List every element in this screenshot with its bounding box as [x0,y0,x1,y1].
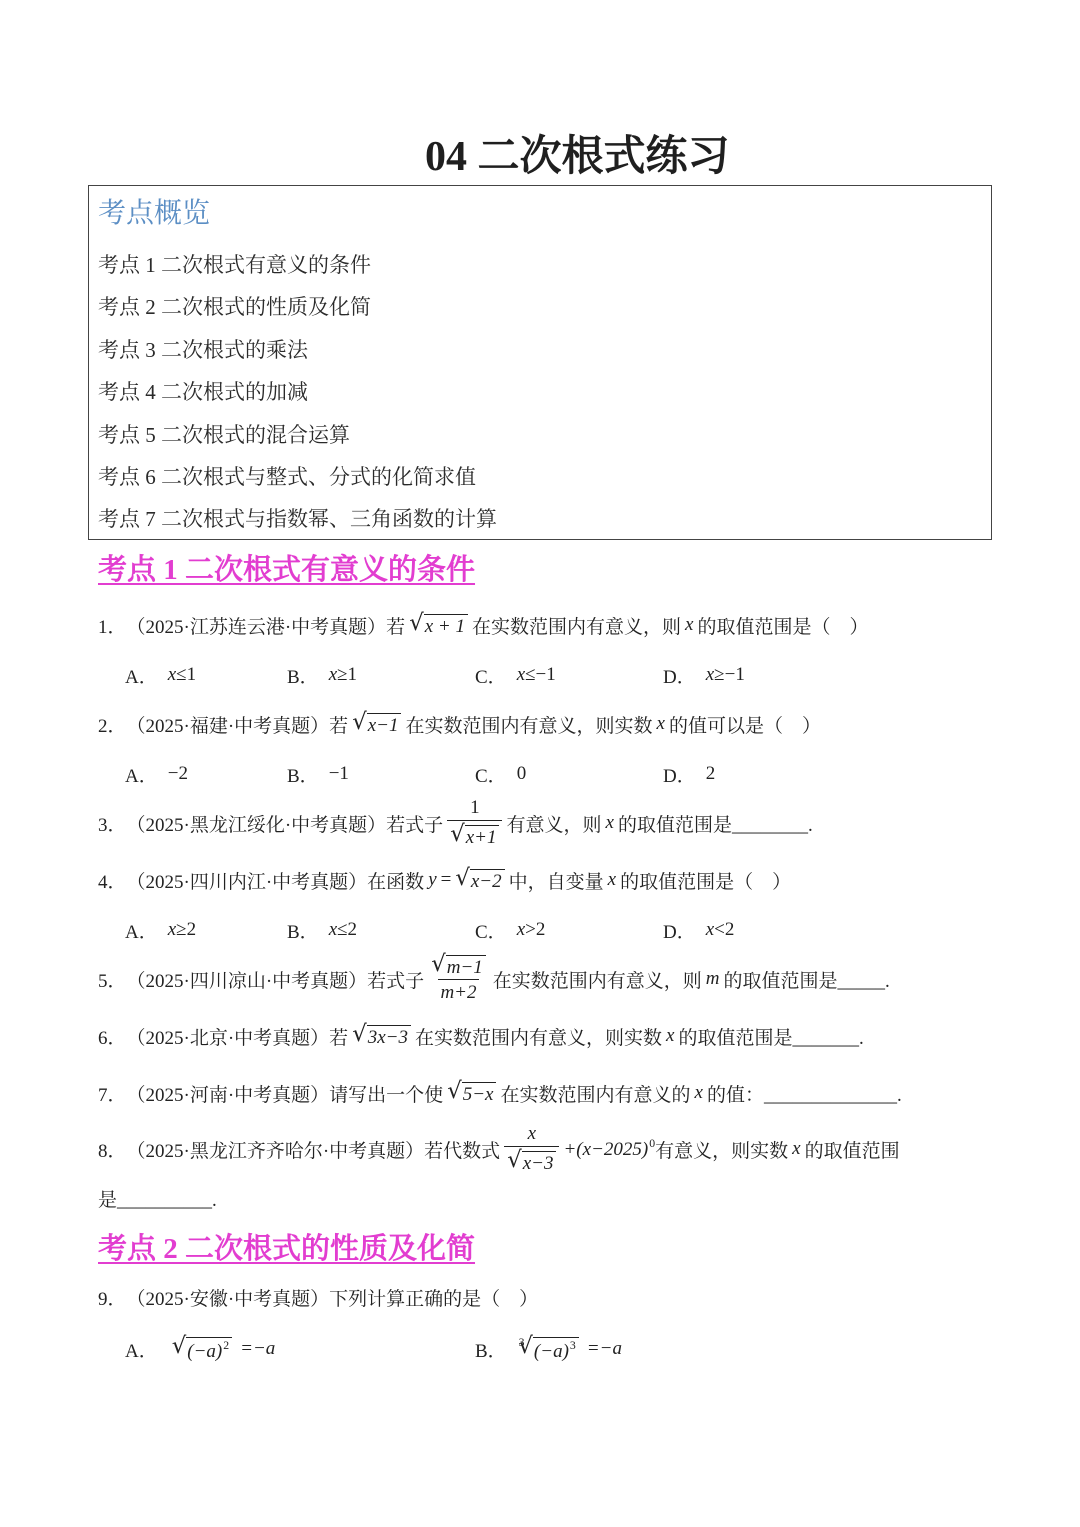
question-number: 4． [98,871,127,893]
question-1-options [0,650,1080,700]
radical-sign [431,953,446,977]
question-text: 的取值范围 [804,1140,900,1162]
question-text: 中，自变量 [508,871,604,893]
question-source: （2025·安徽·中考真题） [126,1288,330,1310]
fraction [447,797,502,849]
question-number: 1． [98,616,127,638]
question-text: 是__________. [98,1189,217,1211]
overview-item-2: 考点 2 二次根式的性质及化简 [98,295,371,319]
option-a [125,905,196,955]
question-text: 若代数式 [424,1140,501,1162]
overview-item-7: 考点 7 二次根式与指数幂、三角函数的计算 [98,507,497,531]
option-value: =−a [586,1338,622,1359]
radicand: 3x−3 [367,1025,411,1049]
option-label: D． [663,666,696,688]
option-d [663,749,715,799]
option-b [287,905,357,955]
option-a [125,1324,275,1374]
question-text: 若式子 [386,814,444,836]
question-7 [98,1068,902,1118]
question-text: 在实数范围内有意义，则实数 [405,715,653,737]
option-label: B． [287,765,319,787]
question-source: （2025·四川凉山·中考真题） [126,970,368,992]
variable: x [607,869,617,890]
power-expression [563,1137,655,1161]
option-c [475,749,526,799]
page-title: 04 二次根式练习 [425,134,730,180]
question-text: 的取值范围是（ ） [620,871,792,893]
question-3 [98,798,813,848]
question-1 [98,600,868,650]
option-b [475,1324,622,1374]
section-1-heading: 考点 1 二次根式有意义的条件 [98,554,476,586]
question-text: 若 [386,616,406,638]
question-text: 在实数范围内有意义的 [500,1084,691,1106]
option-variable: x [167,664,177,685]
option-label: B． [287,921,319,943]
function-variable: y [428,869,437,890]
option-value: ≤−1 [525,664,556,685]
question-text: 请写出一个使 [329,1084,444,1106]
question-text: 的值可以是（ ） [668,715,821,737]
overview-box [88,185,992,540]
option-label: D． [663,921,696,943]
question-number: 3． [98,814,127,836]
option-a [125,650,196,700]
option-c [475,650,556,700]
variable: x [605,812,614,833]
question-text: 下列计算正确的是（ ） [329,1288,539,1310]
option-value: ≤2 [337,919,358,940]
question-source: （2025·四川内江·中考真题） [126,871,368,893]
option-variable: x [328,664,338,685]
question-number: 9． [98,1288,127,1310]
option-label: D． [663,765,696,787]
option-label: C． [475,921,507,943]
question-text: 的取值范围是_____. [723,970,890,992]
square-root [172,1335,232,1363]
option-variable: x [167,919,177,940]
option-label: A． [125,1340,158,1362]
option-value: <2 [714,919,735,940]
option-value: 2 [705,763,716,784]
radicand: x−1 [367,713,402,737]
question-number: 8． [98,1140,127,1162]
option-a [125,749,188,799]
square-root [431,953,486,979]
variable: x [792,1138,801,1159]
question-source: （2025·福建·中考真题） [126,715,330,737]
option-variable: x [516,919,526,940]
question-text: 有意义，则实数 [655,1140,789,1162]
question-number: 2． [98,715,127,737]
question-number: 6． [98,1027,127,1049]
variable: x [666,1025,675,1046]
option-value: −1 [328,763,349,784]
denominator: m+2 [438,979,478,1005]
question-text: 若 [329,1027,349,1049]
power-base: +(x−2025) [563,1139,649,1161]
cube-root [519,1335,583,1363]
question-4 [98,855,791,905]
question-source: （2025·黑龙江绥化·中考真题） [126,814,387,836]
equals-sign: = [440,869,452,890]
radical-sign [450,823,465,847]
option-label: B． [475,1340,507,1362]
radical-sign [507,1149,522,1173]
option-variable: x [328,919,338,940]
question-text: 有意义，则 [506,814,602,836]
radicand: x+1 [465,825,500,849]
option-label: C． [475,765,507,787]
radicand: x + 1 [424,614,468,638]
radicand: 5−x [462,1082,497,1106]
numerator [428,953,489,979]
radicand: m−1 [446,955,486,979]
radical-sign [352,711,367,735]
question-number: 5． [98,970,127,992]
question-text: 的取值范围是________. [617,814,813,836]
exponent: 2 [223,1338,230,1352]
option-variable: x [516,664,526,685]
variable: x [685,614,694,635]
option-label: A． [125,921,158,943]
square-root [352,1023,411,1049]
question-4-options [0,905,1080,955]
radical [518,1335,578,1363]
option-value: =−a [240,1338,276,1359]
variable: x [656,713,665,734]
radicand-base: (−a) [187,1341,223,1363]
question-6 [98,1011,864,1061]
question-source: （2025·北京·中考真题） [126,1027,330,1049]
question-source: （2025·江苏连云港·中考真题） [126,616,387,638]
overview-item-6: 考点 6 二次根式与整式、分式的化简求值 [98,465,476,489]
option-label: A． [125,666,158,688]
radicand: x−2 [470,869,505,893]
root-index: 3 [518,1336,525,1349]
numerator: 1 [470,797,480,819]
question-text: 在实数范围内有意义，则实数 [414,1027,662,1049]
option-value: −2 [167,763,188,784]
option-label: B． [287,666,319,688]
variable: x [694,1082,703,1103]
question-text: 在实数范围内有意义，则 [492,970,702,992]
question-8-continued [98,1173,217,1223]
option-d [663,905,734,955]
question-text: 若 [329,715,349,737]
section-2-heading: 考点 2 二次根式的性质及化简 [98,1233,476,1265]
question-source: （2025·黑龙江齐齐哈尔·中考真题） [126,1140,425,1162]
option-label: C． [475,666,507,688]
radical-sign [447,1080,462,1104]
square-root [507,1149,556,1175]
question-5 [98,954,890,1004]
question-8 [98,1124,900,1174]
question-text: 在函数 [367,871,425,893]
radicand [533,1337,579,1363]
exponent: 3 [569,1338,576,1352]
square-root [447,1080,496,1106]
radical-sign [409,612,424,636]
option-value: ≤1 [176,664,197,685]
variable: m [705,968,720,989]
option-value: >2 [525,919,546,940]
overview-item-4: 考点 4 二次根式的加减 [98,380,308,404]
overview-item-5: 考点 5 二次根式的混合运算 [98,423,350,447]
overview-heading: 考点概览 [98,198,211,229]
question-number: 7． [98,1084,127,1106]
option-b [287,749,349,799]
question-text: 的取值范围是（ ） [697,616,869,638]
question-9 [98,1272,538,1322]
question-text: 的取值范围是_______. [678,1027,864,1049]
overview-item-3: 考点 3 二次根式的乘法 [98,338,308,362]
option-variable: x [705,919,715,940]
question-9-options [0,1324,1080,1374]
radicand [186,1337,232,1363]
option-label: A． [125,765,158,787]
option-value: 0 [516,763,527,784]
square-root [455,867,504,893]
denominator [447,820,502,849]
fraction [504,1123,559,1175]
square-root [352,711,401,737]
question-text: 在实数范围内有意义，则 [471,616,681,638]
radicand-base: (−a) [533,1341,569,1363]
option-value: ≥1 [337,664,358,685]
question-2-options [0,749,1080,799]
exponent: 0 [649,1136,656,1150]
radical-sign [172,1335,187,1359]
fraction [428,953,489,1005]
square-root [409,612,468,638]
question-2 [98,699,821,749]
overview-item-1: 考点 1 二次根式有意义的条件 [98,253,371,277]
option-variable: x [705,664,715,685]
denominator [504,1146,559,1175]
option-d [663,650,745,700]
radical-sign [352,1023,367,1047]
option-value: ≥−1 [714,664,745,685]
question-text: 若式子 [367,970,425,992]
question-source: （2025·河南·中考真题） [126,1084,330,1106]
option-b [287,650,357,700]
option-value: ≥2 [176,919,197,940]
radicand: x−3 [522,1151,557,1175]
question-text: 的值：______________. [706,1084,902,1106]
radical-sign [455,867,470,891]
square-root [450,823,499,849]
numerator: x [527,1123,537,1145]
option-c [475,905,545,955]
